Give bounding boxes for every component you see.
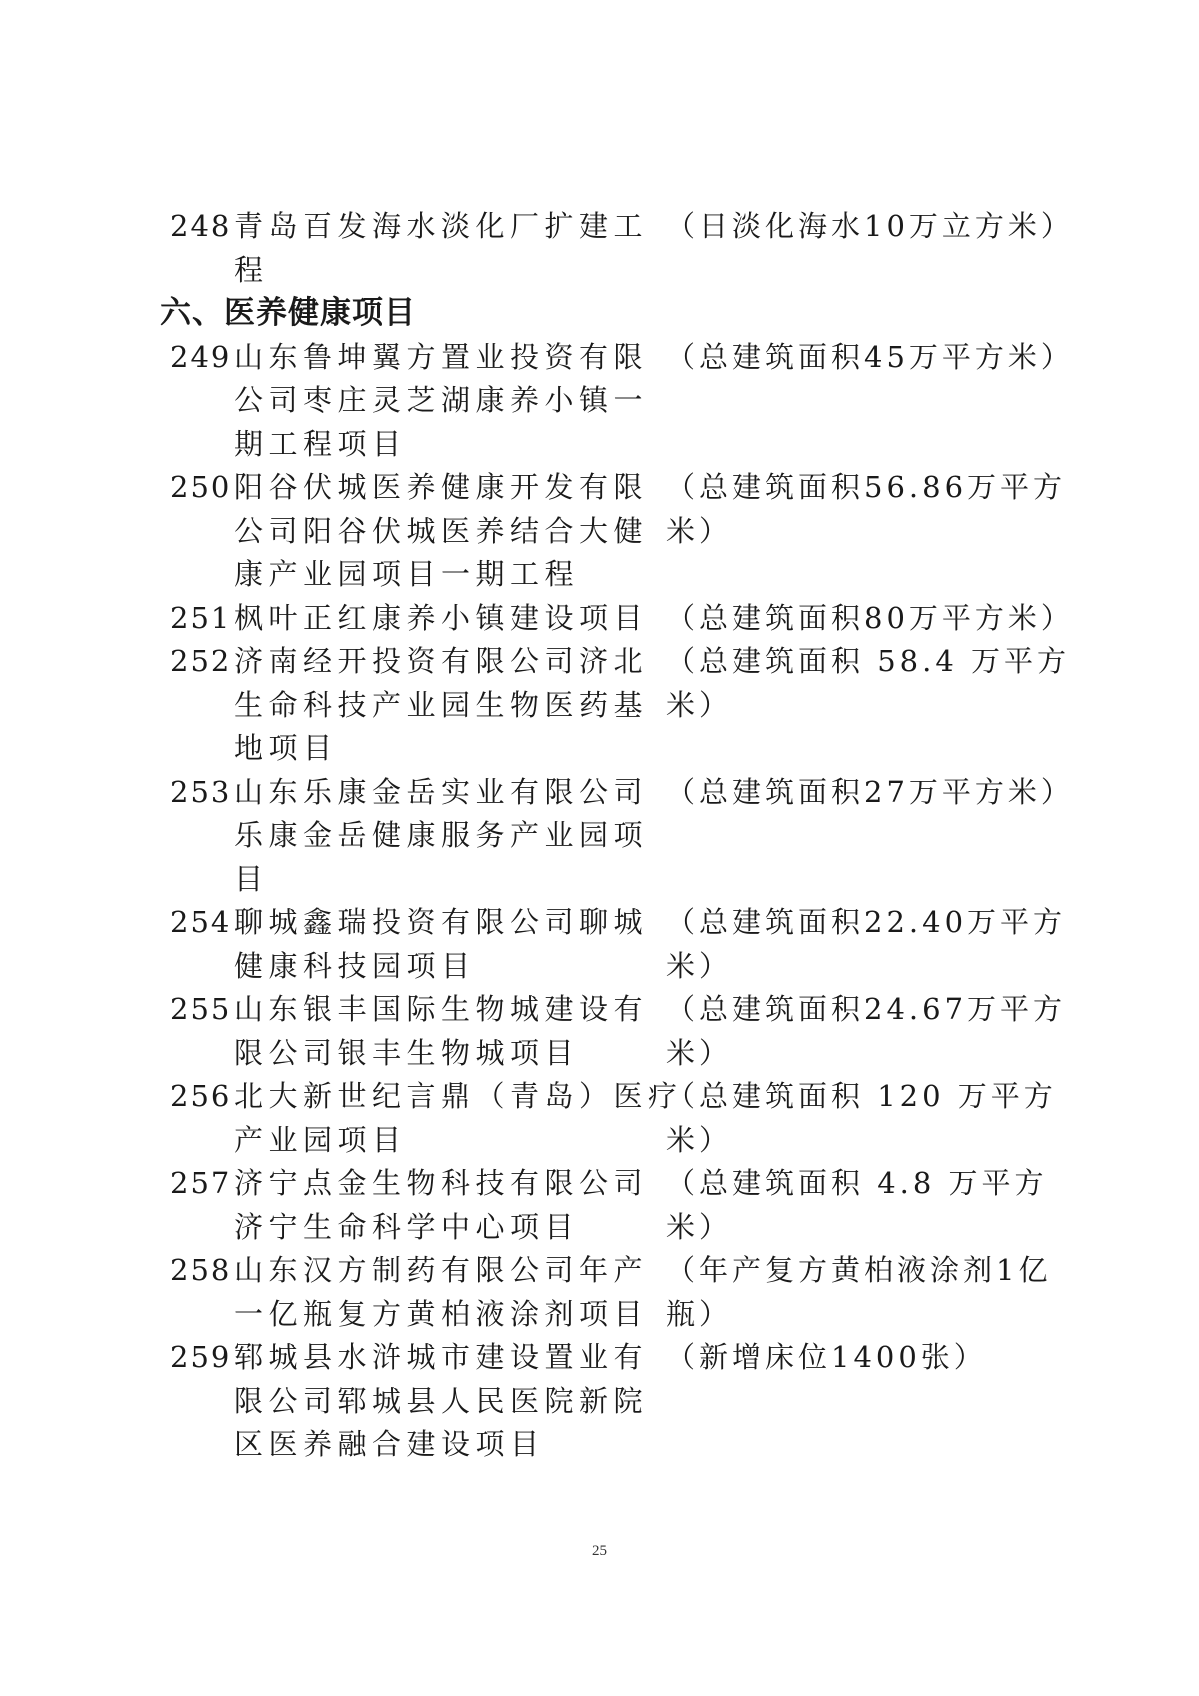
entry-line [0,988,1199,1032]
project-capacity: 米） [666,1209,733,1244]
entry-line [0,249,1199,293]
project-capacity: 瓶） [666,1296,733,1331]
project-name: 公司枣庄灵芝湖康养小镇一 [234,383,649,417]
entry-line [0,1162,1199,1206]
project-entry [0,205,1199,292]
project-entry [0,1336,1199,1467]
project-name: 阳谷伏城医养健康开发有限 [234,470,649,504]
project-name: 健康科技园项目 [234,948,476,983]
section-heading: 六、医养健康项目 [160,295,416,331]
entry-line [0,1032,1199,1076]
project-name: 乐康金岳健康服务产业园项 [234,818,649,852]
project-name: 济宁点金生物科技有限公司 [234,1166,649,1200]
project-name: 期工程项目 [234,426,407,461]
project-name: 济南经开投资有限公司济北 [234,644,649,678]
project-number: 257 [170,1166,232,1200]
project-capacity: 米） [666,948,733,983]
entry-line [0,336,1199,380]
project-number: 254 [170,905,232,939]
entry-line [0,1075,1199,1119]
project-number: 258 [170,1253,232,1287]
project-name: 青岛百发海水淡化厂扩建工 [234,209,649,243]
project-capacity: （总建筑面积80万平方米） [666,600,1074,635]
project-capacity: （新增床位1400张） [666,1340,987,1374]
project-entry [0,597,1199,641]
project-number: 249 [170,339,232,374]
project-name: 地项目 [234,731,338,765]
project-capacity: （总建筑面积22.40万平方 [666,905,1067,939]
project-name: 限公司郓城县人民医院新院 [234,1383,649,1418]
project-entry [0,640,1199,771]
project-name: 郓城县水浒城市建设置业有 [234,1340,649,1374]
entry-line [0,771,1199,815]
project-name: 产业园项目 [234,1122,407,1157]
project-number: 250 [170,470,232,504]
project-capacity: （总建筑面积 4.8 万平方 [666,1166,1048,1200]
project-name: 济宁生命科学中心项目 [234,1209,580,1244]
project-number: 255 [170,992,232,1026]
page-number: 25 [592,1543,607,1559]
entry-line [0,553,1199,597]
project-name: 北大新世纪言鼎（青岛）医疗 [234,1079,683,1113]
entry-line [0,945,1199,989]
project-name: 山东乐康金岳实业有限公司 [234,774,649,809]
project-name: 聊城鑫瑞投资有限公司聊城 [234,905,649,939]
entry-line [0,1119,1199,1163]
project-number: 248 [170,209,232,243]
project-entry [0,901,1199,988]
project-entry [0,336,1199,467]
entry-line [0,205,1199,249]
project-capacity: （总建筑面积24.67万平方 [666,992,1067,1026]
entry-line [0,727,1199,771]
entry-line [0,1380,1199,1424]
project-name: 枫叶正红康养小镇建设项目 [234,600,649,635]
project-capacity: （日淡化海水10万立方米） [666,209,1074,243]
entry-line [0,640,1199,684]
entry-line [0,858,1199,902]
project-capacity: 米） [666,513,733,548]
entry-line [0,423,1199,467]
project-capacity: 米） [666,687,733,722]
project-name: 一亿瓶复方黄柏液涂剂项目 [234,1296,649,1331]
project-name: 山东银丰国际生物城建设有 [234,992,649,1026]
project-number: 251 [170,600,232,635]
project-name: 康产业园项目一期工程 [234,557,580,591]
project-entry [0,466,1199,597]
project-capacity: （年产复方黄柏液涂剂1亿 [666,1253,1052,1287]
project-entry [0,1075,1199,1162]
project-number: 256 [170,1079,232,1113]
entry-line [0,1293,1199,1337]
project-number: 252 [170,644,232,678]
project-list [0,205,1199,1467]
project-number: 253 [170,774,232,809]
entry-line [0,684,1199,728]
entry-line [0,597,1199,641]
entry-line [0,1423,1199,1467]
entry-line [0,1336,1199,1380]
project-entry [0,1162,1199,1249]
project-name: 山东鲁坤翼方置业投资有限 [234,339,649,374]
entry-line [0,466,1199,510]
entry-line [0,1206,1199,1250]
entry-line [0,379,1199,423]
project-capacity: 米） [666,1035,733,1070]
project-name: 程 [234,252,269,287]
entry-line [0,1249,1199,1293]
project-entry [0,771,1199,902]
project-capacity: （总建筑面积 120 万平方 [666,1079,1057,1113]
entry-line [0,510,1199,554]
project-name: 山东汉方制药有限公司年产 [234,1253,649,1287]
project-name: 生命科技产业园生物医药基 [234,687,649,722]
project-name: 公司阳谷伏城医养结合大健 [234,513,649,548]
project-capacity: 米） [666,1122,733,1157]
project-capacity: （总建筑面积56.86万平方 [666,470,1067,504]
entry-line [0,901,1199,945]
entry-line [0,814,1199,858]
project-capacity: （总建筑面积 58.4 万平方 [666,644,1071,678]
project-entry [0,988,1199,1075]
project-entry [0,1249,1199,1336]
project-name: 限公司银丰生物城项目 [234,1035,580,1070]
project-capacity: （总建筑面积27万平方米） [666,774,1074,809]
project-name: 目 [234,861,269,896]
section-line [0,292,1199,336]
project-capacity: （总建筑面积45万平方米） [666,339,1074,374]
project-name: 区医养融合建设项目 [234,1427,545,1461]
project-number: 259 [170,1340,232,1374]
